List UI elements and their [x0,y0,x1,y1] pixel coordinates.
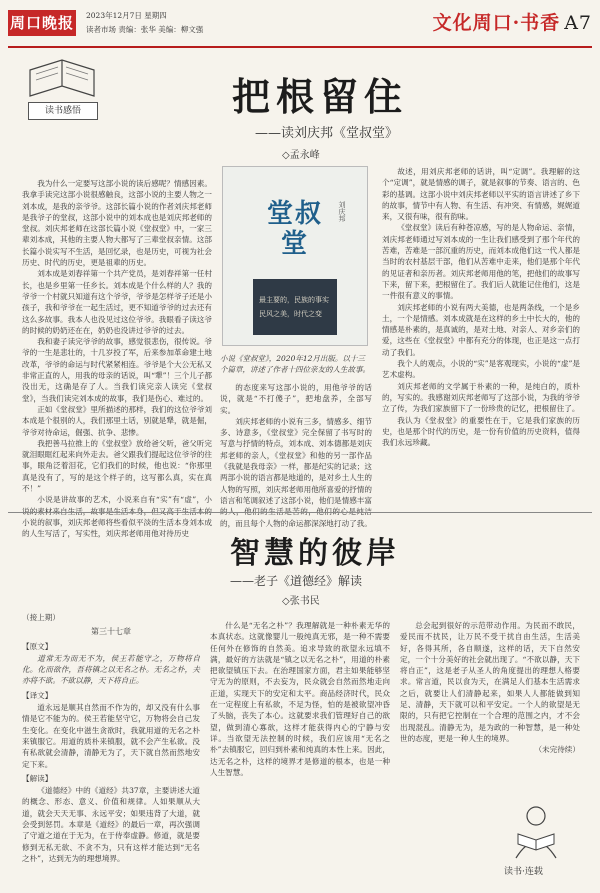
article2-column-1 [22,612,200,888]
paragraph: 刘庆邦老师的小说有两大美德，也是两条线，一个是乡土，一个是情感。刘本成就是在这样的乡土中长大的，他的情感是朴素的，是真诚的，是对土地、对亲人、对乡亲们的爱，这些在《堂叔堂》中都有充分的体现，也正是这一点打动了我们。 [382,302,580,357]
book-cover-author: 刘庆邦 [338,201,346,222]
paragraph: 总会起到很好的示范带动作用。为民而不敢民，爱民而不扰民，让万民不受干扰自由生活，生活美好，各得其所，各自顺遂，这样的话，天下自然安定，一个十分美好的社会就出现了。“不欲以静，天下将自正”，这是老子从圣人的角度提出的理想人格要求。常言道，民以食为天，在满足人们基本生活需求之后，就要让人们清静起来，如果人人都能做到知足、清静，天下就可以和平安定。一个人的欲望是无限的，只有把它控制在一个合理的范围之内，才不会出现混乱。清静无为，是为政的一种智慧，是一种处世的态度，更是一种人生的境界。 [400,621,580,743]
issue-date: 2023年12月7日 星期四 [86,11,167,20]
original-text: 道常无为而无不为，侯王若能守之，万物将自化。化而欲作，吾将镇之以无名之朴。无名之朴，夫亦将不欲。不欲以静，天下将自正。 [22,653,200,686]
paragraph: 我认为《堂叔堂》的重要性在于，它是我们家族的历史，也是那个时代的历史，是一份有价值的历史资料，值得我们永远珍藏。 [382,415,580,448]
paragraph: 我和妻子读完爷爷的故事，感觉很悲伤，很传说。爷爷的一生是悲壮的，十几岁投了军，后来参加革命建土地改革，爷爷的命运与时代紧紧相连。爷爷是个大公无私又非常正直的人，用我的母亲的话说，叫“犟”！三个儿子都没出无，这确是存了人。当我们读完亲人读完《堂叔堂》，当我们读完刘本成的故事，我们是伤心、难过的。 [22,337,213,403]
section-divider [8,512,592,513]
newspaper-logo: 周口晚报 [8,10,76,36]
paragraph: 刘庆邦老师的文学属于朴素的一种，是纯白的，质朴的，写实的。我感谢刘庆邦老师写了这部小说，为我的爷爷立了传，为我们家族留下了一份珍贵的记忆，把根留住了。 [382,381,580,414]
reading-illustration [486,800,586,888]
paragraph: 我个人的观点，小说的“实”是客观现实，小说的“虚”是艺术虚构。 [382,359,580,380]
article2-column-3 [400,620,580,796]
book-cover-band [253,279,337,335]
paragraph: 故述，用刘庆邦老师的话讲，叫“定调”。我理解的这个“定调”，就是情感的调子，就是叙事的节奏、语言的、色彩的基调。这部小说中刘庆邦老师以平实的语言讲述了乡下的故事，情节中有人物、有生活、有冲突、有情感，娓娓道来，又很有味，很有韵味。 [382,167,580,222]
article2-title: 智慧的彼岸 [230,536,400,571]
article2-author: ◇张书民 [282,596,320,607]
translation: 道永远是顺其自然而不作为的，却又没有什么事情是它不能为的。侯王若能坚守它，万物将会自己发生变化。在变化中滋生贪欲时，我就用道的无名之朴来镇服它。用道的质朴来镇服，就不会产生私欲。没有私欲就会清静，清静无为了，天下就自然而然地安定下来。 [22,703,200,769]
section-name: 文化周口·书香 [432,12,561,34]
paragraph: 我把善马拉推上的《堂叔堂》放给爸父听，爸父听完就泪眼眶红起来向外走去。爸父跟我们提起这位爷爷的往事，眼角泛着泪花，它们我们的时候，他也说：“你那里真是没有了，写的是这个样子的，这写都么真，实在真不！” [22,438,212,494]
paragraph: 正如《堂叔堂》里所描述的那样，我们的这位爷爷刘本成是个很别的人，我们那里土话，别就是犟，就是倔，爷爷对待命运，倔强、抗争、悲惨。 [22,404,212,437]
book-cover-blurb: 最主要的，民族的事实 [259,296,329,304]
article1-column-2 [220,382,372,528]
paragraph: 《堂叔堂》读后有种苍凉感，写的是人物命运、亲情，刘庆邦老师通过写刘本成的一生让我们感受到了那个年代的苦难，苦难是一部沉重的历史，而刘本成他们这一代人都是当时的农村基层干部，他们从苦难中走来，他们是那个年代的见证者和亲历者。刘庆邦老师用他的笔，把他们的故事写下来，留下来，把根留住了。我们后人就能记住他们，这是一件很有意义的事情。 [382,223,580,301]
paragraph: 小说是讲故事的艺术，小说来自有“实”有“虚”，小说的素材来自生活，故事是生活本身，但又高于生活本的小说的叙事，刘庆邦老师将些看似平淡的生活本身刘本成的人生写活了，写实性，刘庆邦老师用他对待历史 [22,495,212,539]
paragraph: 刘本成是刘春祥第一个共产党员，是刘春祥第一任村长，也是乡里第一任乡长。刘本成是个什么样的人？我的爷爷一个村就只知道有这个爷爷，爷爷是怎样爷子还是小孩子，我和爷爷在一起生活过，更不知道爷爷的过去还有这么多故事。我本人也没见过这位爷爷。我眼看子读这爷的时候的奶奶还在在，奶奶也没讲过爷爷的过去。 [22,269,212,335]
subheading: 【原文】 [22,641,53,651]
paragraph: 刘庆邦老师的小说有三多，情感多、细节多、诗意多，《堂叔堂》完全保留了书写时的写意与抒情的特点，刘本成、刘本德都是刘庆邦老师的亲人，《堂叔堂》和他的另一部作品《我就是我母亲》一样，都是纪实的记录；这两部小说的语言都是地道的，是对乡土人生的人物的写照，刘庆邦老师用他所喜爱的抒情的语言和笔调叙述了这部小说，他们是情感丰富的人，他们的生活是苦的，他们的心是纯洁的，而且每个人物的命运都深深地打动了我。 [220,416,372,528]
to-be-continued: （未完待续） [534,745,580,755]
masthead [8,6,592,48]
editor-credits: 读者市场 责编：张华 美编：柳文强 [86,25,204,34]
page-number: A7 [564,12,592,34]
article-title: 把根留住 [231,74,408,119]
article1-column-1 [22,178,213,539]
book-cover [222,166,368,346]
book-cover-blurb: 民风之美，时代之变 [259,310,322,318]
paragraph: 的态度来写这部小说的，用他爷爷的话说，就是“不打傻子”，把地盘养，全部写实。 [220,383,372,415]
continued-note: （接上期） [22,613,60,622]
book-cover-title: 堂叔堂 [266,199,323,259]
subheading: 【解读】 [22,773,53,783]
chapter-heading: 第三十七章 [91,627,131,637]
article-subtitle: ——读刘庆邦《堂叔堂》 [255,126,399,141]
interpretation: 《道德经》中的《道经》共37章，主要讲述大道的概念、形态、意义、价值和规律。人如果顺从大道，就会天天无事、永远平安；如果违背了大道，就会受到惩罚。本章是《道经》的最后一章，再次强调了守道之道在于无为，在于侍奉虚静。修道，就是要修到无私无欲、不贪不为，只有这样才能达到“无名之朴”，达到无为的理想境界。 [22,786,200,863]
section-title [433,8,592,35]
reading-notes-badge [22,56,102,126]
article2-subtitle: ——老子《道德经》解读 [230,574,363,588]
reader-illustration-icon [486,800,586,862]
paragraph: 我为什么一定要写这部小说的读后感呢？情感因素。我拿手读完这部小说很感触良，这部小说的主要人物之一刘本成，是我的亲爷爷。这部长篇小说的作者刘庆邦老师是我爷子的堂叔，这部小说中的刘本成也是刘庆邦老师的堂叔。刘庆邦老师在这部长篇小说《堂叔堂》中，一家三辈刘本成，其他的主要人物大都写了三辈堂叔亲情。这部长篇小说实写不生活，是回忆录，也是历史，可视为社会历史、时代的历史，更是祖辈的历史。 [22,179,212,268]
paragraph: 什么是“无名之朴”？我理解就是一种朴素无华的本真状态。这就像婴儿一般纯真无邪，是一种不需要任何外在修饰的自然美。追求导致的欲望永远填不满，最好的方法就是“镇之以无名之朴”，用道的朴素把欲望镇压下去。在治理国家方面，君主如果能够坚守无为的原则，不去妄为，民众就会自然而然地走向正道，实现天下的安定和太平。商品经济时代，民众在一定程度上有私欲，不足为怪，怕的是被欲望冲昏了头脑，丧失了本心。这就要求我们管理好自己的欲望，做到清心寡欲，这样才能获得内心的宁静与安详。当欲望无法控制的时候，我们应该用“无名之朴”去镇服它，回归到朴素和纯真的本性上来。因此，达无名之朴，这样的境界才是修道的根本，也是一种人生智慧。 [210,621,390,777]
article1-column-3 [382,166,580,506]
book-caption: 小说《堂叔堂》，2020年12月出版。以十三个篇章，讲述了作者十四位亲友的人生故事。 [220,354,370,374]
illustration-label: 读书·连载 [504,867,543,877]
open-book-icon [22,56,102,106]
article2-column-2 [210,620,390,888]
article-author: ◇孟永峰 [282,150,320,161]
badge-label: 读书感悟 [28,102,98,120]
subheading: 【译文】 [22,690,53,700]
